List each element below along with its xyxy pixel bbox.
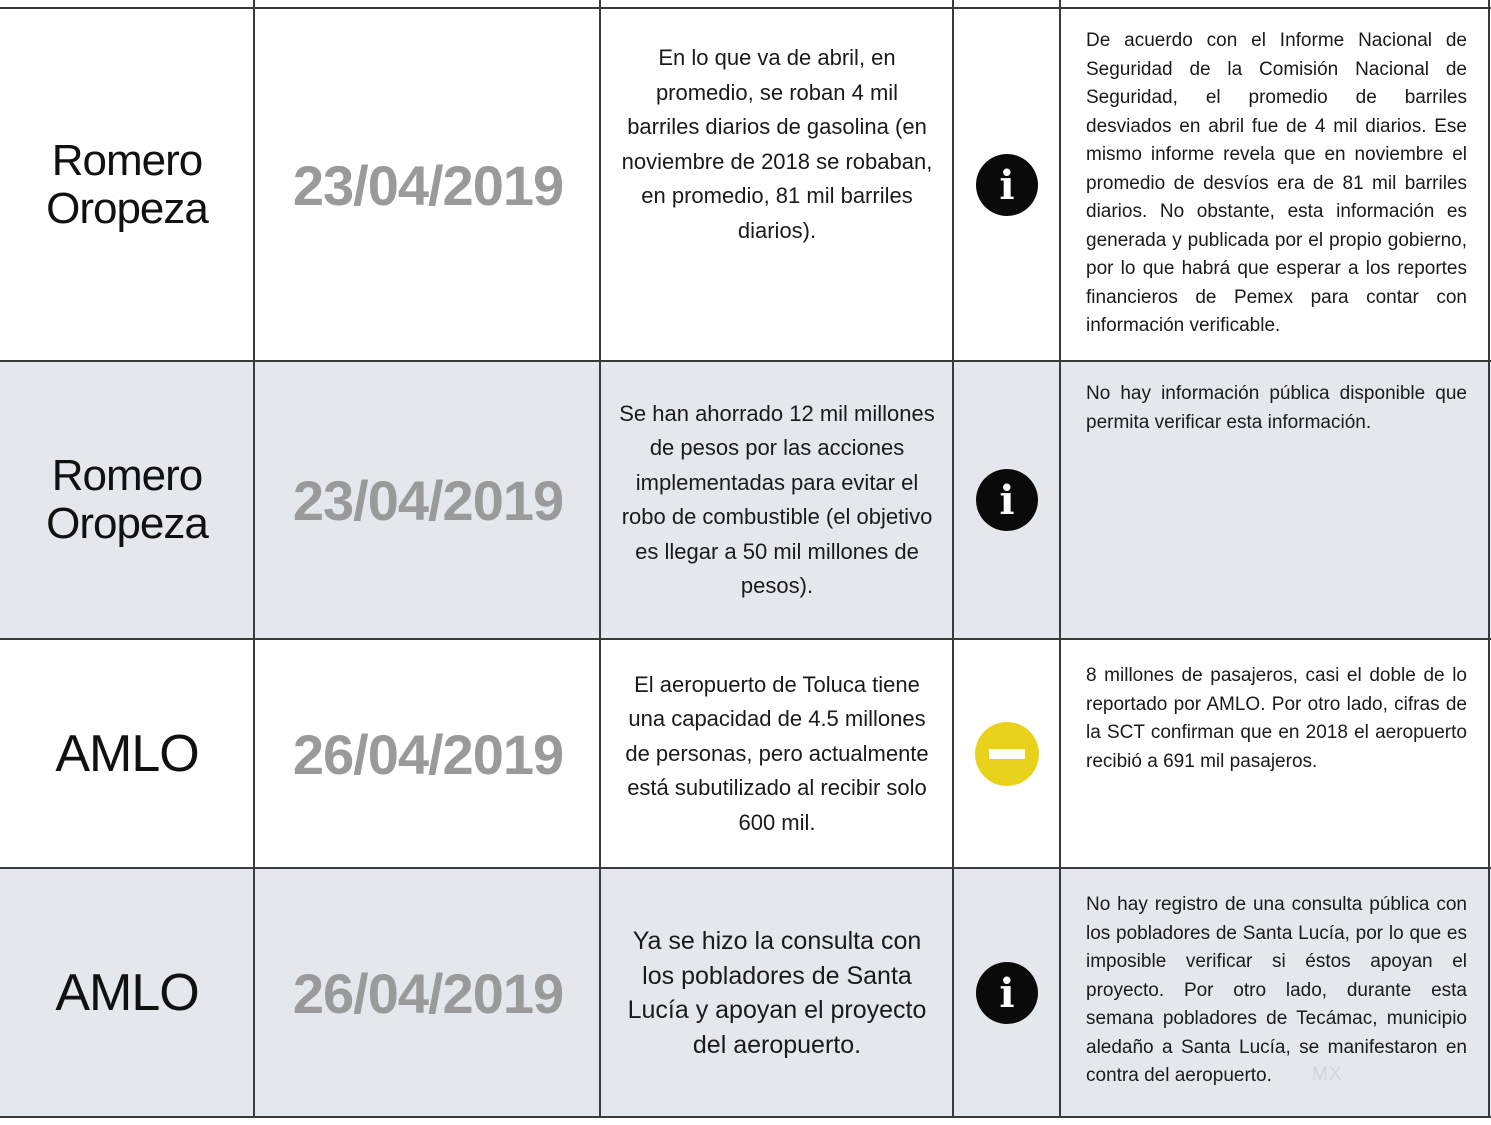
row-divider [0,867,1491,869]
row-divider [0,1116,1491,1118]
info-icon: i [976,154,1038,216]
info-icon: i [976,469,1038,531]
verdict-cell [954,640,1060,868]
claim-date: 23/04/2019 [292,468,564,532]
speaker-name: AMLO [55,964,199,1022]
row-divider [0,638,1491,640]
watermark: MX [1312,1064,1343,1085]
verification-note: De acuerdo con el Informe Nacional de Seguridad de la Comisión Nacional de Seguridad, el promedio de barriles desviados en abril fue de 4 mil diarios. Ese mismo informe revela que en noviembre el promedio de desvíos era de 81 mil barriles diarios. No obstante, esta información es generada y publicada por el propio gobierno, por lo que habrá que esperar a los reportes financieros de Pemex para contar con información verificable. [1086,30,1467,336]
table-row [0,640,1491,868]
column-divider [952,0,954,1118]
column-divider [1059,0,1061,1118]
claim-text: Ya se hizo la consulta con los pobladores de Santa Lucía y apoyan el proyecto del aeropuerto. [627,927,927,1059]
column-divider [1488,0,1490,1118]
info-icon: i [976,962,1038,1024]
verdict-cell [954,362,1060,638]
claim-date: 26/04/2019 [292,722,564,786]
claim-date: 23/04/2019 [292,153,564,217]
speaker-name: Romero Oropeza [46,136,208,233]
row-divider [0,7,1491,9]
claim-text: Se han ahorrado 12 mil millones de pesos por las acciones implementadas para evitar el robo de combustible (el objetivo es llegar a 50 mil millones de pesos). [619,400,935,598]
verification-note: No hay registro de una consulta pública con los pobladores de Santa Lucía, por lo que es imposible verificar si éstos apoyan el proyecto. Por otro lado, durante esta semana pobladores de Tecámac, municipio aledaño a Santa Lucía, se manifestaron en contra del aeropuerto. [1086,894,1467,1086]
verdict-cell [954,869,1060,1117]
verdict-cell [954,9,1060,361]
speaker-name: AMLO [55,725,199,783]
claim-text: El aeropuerto de Toluca tiene una capacidad de 4.5 millones de personas, pero actualmente está subutilizado al recibir solo 600 mil. [625,671,929,835]
verification-note: 8 millones de pasajeros, casi el doble de lo reportado por AMLO. Por otro lado, cifras de la SCT confirman que en 2018 el aeropuerto recibió a 691 mil pasajeros. [1086,665,1467,772]
column-divider [599,0,601,1118]
claim-date: 26/04/2019 [292,961,564,1025]
speaker-name: Romero Oropeza [46,451,208,548]
row-divider [0,360,1491,362]
verification-note: No hay información pública disponible que permita verificar esta información. [1086,383,1467,433]
table-row [0,362,1491,638]
table-row [0,869,1491,1117]
claim-text: En lo que va de abril, en promedio, se roban 4 mil barriles diarios de gasolina (en noviembre de 2018 se robaban, en promedio, 81 mil barriles diarios). [621,45,933,243]
table-row [0,9,1491,361]
column-divider [253,0,255,1118]
minus-icon [975,722,1039,786]
